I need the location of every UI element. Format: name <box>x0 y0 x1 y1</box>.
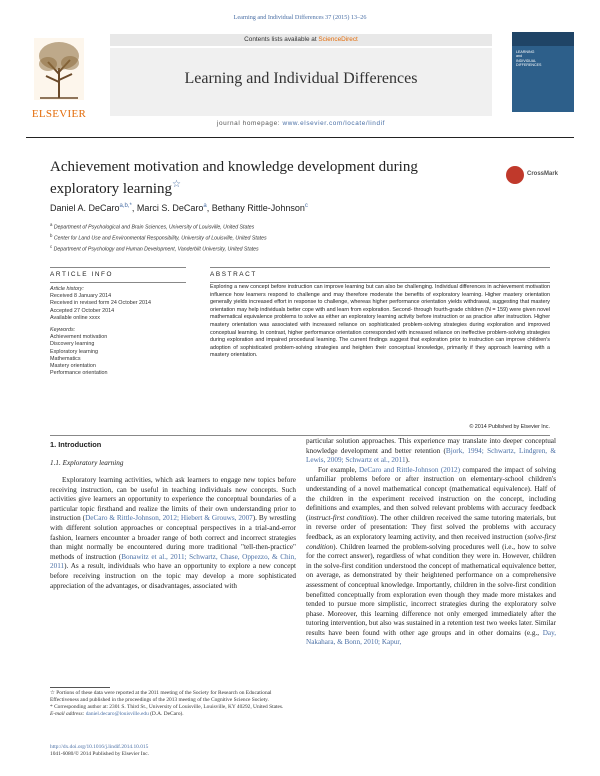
crossmark-badge[interactable] <box>506 165 568 187</box>
body-emphasis: instruct-first condition <box>308 513 374 522</box>
journal-cover-thumbnail[interactable] <box>512 32 574 112</box>
author-affiliation-marker[interactable]: c <box>304 203 308 209</box>
cover-line: and <box>516 54 522 59</box>
doi-link[interactable]: http://dx.doi.org/10.1016/j.lindif.2014.10.015 <box>50 744 149 750</box>
affiliation-item <box>50 221 550 232</box>
footnote-item <box>50 711 296 718</box>
cover-line: LEARNING <box>516 50 535 54</box>
affiliation-text: Center for Land Use and Environmental Responsibility, University of Louisville, United States <box>53 235 267 242</box>
article-info-panel <box>50 286 186 377</box>
abstract-text: Exploring a new concept before instruction can improve learning but can also be challenging. Individual differences in achievement motivation influence how learners respond to challenge and may therefore moderate the benefits of exploratory learning. Higher mastery orientation generally yields increased effort in response to challenge, whereas higher performance orientation yields withdrawal, suggesting that mastery orientation may help individuals better cope with and learn from exploration. Second- through fourth-grade children (N = 159) were given novel mathematical equivalence problems to solve as either an exploratory learning activity before instruction or as practice after instruction. Higher mastery orientation was associated with increased reliance on sophisticated problem-solving strategies during exploration and improved conceptual learning. In contrast, higher performance orientation corresponded with increased reliance on ineffective problem-solving strategies during exploration and impaired procedural learning. The current findings suggest that exploration prior to instruction can improve children's adoption of sophisticated problem-solving strategies and heighten their conceptual knowledge, primarily if they approach learning with a mastery orientation. <box>210 284 550 359</box>
body-text: ). By wrestling with different solution approaches or conceptual perspectives in a trial-and-error fashion, learners encounter a broader range of both correct and incorrect strategies than might normally be encountered during more traditional "tell-then-practice" methods of instruction ( <box>50 514 296 561</box>
crossmark-label: CrossMark <box>527 171 559 177</box>
elsevier-logo[interactable] <box>26 34 92 130</box>
footnote-text: Corresponding author at: 2301 S. Third St., University of Louisville, Louisville, KY 40292, United States. <box>54 704 284 710</box>
body-text: compared the impact of solving unfamiliar problems before or after instruction on elementary-school children's understanding of a novel mathematical concept (mathematical equivalence). Half of the children in the experiment received instruction on the concept, including definitions and examples, and then solved relevant problems with accuracy feedback ( <box>306 465 556 522</box>
crossmark-icon <box>506 166 524 184</box>
article-info-heading: ARTICLE INFO <box>50 271 114 278</box>
journal-masthead <box>110 28 492 134</box>
history-item: Received 8 January 2014 <box>50 293 112 300</box>
footnote-item <box>50 704 296 711</box>
abstract-rule <box>210 267 550 268</box>
affiliation-text: Department of Psychology and Human Development, Vanderbilt University, United States <box>53 247 259 254</box>
affiliation-text: Department of Psychological and Brain Sciences, University of Louisville, United States <box>53 224 255 231</box>
author-list <box>50 203 550 213</box>
affiliation-list <box>50 221 550 254</box>
author-name[interactable]: Daniel A. DeCaro <box>50 203 120 213</box>
body-text: particular solution approaches. This experience may translate into deeper conceptual knowledge development and better retention ( <box>306 437 556 455</box>
article-info-subrule <box>50 282 186 283</box>
history-item: Available online xxxx <box>50 314 100 321</box>
doi-block <box>50 744 296 758</box>
body-paragraph <box>306 466 556 648</box>
keywords-label: Keywords: <box>50 327 76 334</box>
article-title <box>50 158 470 198</box>
footnote-marker: * <box>50 704 53 710</box>
body-text: ). The other children received the same tutoring materials, but in reverse order of presentation: They first solved the problems with accuracy feedback, as an exploratory learning activity, and then received instruction ( <box>306 513 556 541</box>
journal-title-box <box>110 48 492 116</box>
body-left-column <box>50 476 296 591</box>
homepage-link[interactable]: www.elsevier.com/locate/lindif <box>282 120 386 127</box>
contents-prefix: Contents lists available at <box>244 36 319 43</box>
author-affiliation-marker[interactable]: a <box>203 203 207 209</box>
elsevier-tree-icon <box>34 38 84 100</box>
cover-line: DIFFERENCES <box>516 63 542 68</box>
section-heading: 1. Introduction <box>50 440 102 449</box>
author-separator: , <box>131 203 137 213</box>
journal-homepage <box>110 120 492 127</box>
footnote-item <box>50 690 296 704</box>
journal-title[interactable]: Learning and Individual Differences <box>184 70 418 87</box>
author-name[interactable]: Bethany Rittle-Johnson <box>211 203 305 213</box>
cover-line: INDIVIDUAL <box>516 58 537 63</box>
affiliation-label: a <box>50 222 53 227</box>
body-right-column <box>306 437 556 648</box>
keyword-item: Exploratory learning <box>50 348 98 355</box>
subsection-heading: 1.1. Exploratory learning <box>50 459 124 467</box>
abstract-subrule <box>210 282 550 283</box>
affiliation-item <box>50 232 550 243</box>
footnote-text: Portions of these data were reported at the 2011 meeting of the Society for Research on Educational Effectiveness and published in the proceedings of the 2013 meeting of the Cognitive Science Society. <box>50 690 272 703</box>
email-suffix: (D.A. DeCaro). <box>148 711 184 717</box>
issn-line: 1041-6080/© 2014 Published by Elsevier Inc. <box>50 751 150 758</box>
body-text: ). As a result, individuals who have an opportunity to explore a new concept before receiving instruction on the topic may develop a more sophisticated appreciation of the advantages, or disadvantages, associated with <box>50 562 296 590</box>
footnote-marker: ☆ <box>50 690 55 696</box>
homepage-prefix: journal homepage: <box>216 120 283 127</box>
affiliation-label: b <box>50 233 53 239</box>
keyword-item: Achievement motivation <box>50 334 108 341</box>
body-text: For example, <box>318 465 359 474</box>
abstract-copyright: © 2014 Published by Elsevier Inc. <box>469 424 550 430</box>
email-label: E-mail address: <box>50 711 86 717</box>
body-paragraph <box>306 437 556 466</box>
abstract-bottom-rule <box>50 435 550 436</box>
affiliation-item <box>50 243 550 254</box>
body-text: ). <box>405 456 410 465</box>
body-text: ). Children learned the problem-solving procedures well (i.e., how to solve for the correct answer), regardless of what condition they were in. However, children in the solve-first condition understood the concept of mathematical equivalence better, on average, as demonstrated by their heightened performance on a comprehensive assessment of conceptual knowledge. Importantly, children in the solve-first condition benefitted conceptually from exploration even though they made more mistakes and tended to pursue more simplistic, incorrect strategies during the exploratory solve phase. Moreover, this learning difference not only emerged immediately after the tutoring intervention, but also was sustained in a retention test two weeks later. Similar results have been found with other age groups and in other domains (e.g., <box>306 542 556 637</box>
contents-bar <box>110 34 492 46</box>
footnotes <box>50 690 296 718</box>
affiliation-label: c <box>50 244 53 250</box>
email-link[interactable]: daniel.decaro@louisville.edu <box>85 711 149 717</box>
sciencedirect-link[interactable]: ScienceDirect <box>318 36 358 43</box>
footnote-rule <box>50 687 110 688</box>
citation-link[interactable]: Day, Nakahara, & Bonn, 2010; Kapur, <box>306 628 556 647</box>
elsevier-wordmark: ELSEVIER <box>31 108 87 120</box>
title-footnote-marker[interactable]: ☆ <box>172 179 182 190</box>
citation-link[interactable]: DeCaro and Rittle-Johnson (2012) <box>358 465 461 474</box>
banner-rule <box>26 137 574 138</box>
keyword-item: Mastery orientation <box>50 363 96 370</box>
history-item: Accepted 27 October 2014 <box>50 307 115 314</box>
keyword-item: Mathematics <box>50 355 81 362</box>
author-name[interactable]: Marci S. DeCaro <box>136 203 204 213</box>
author-affiliation-marker[interactable]: a,b,* <box>119 203 132 209</box>
running-head[interactable]: Learning and Individual Differences 37 (2015) 13–26 <box>233 14 367 21</box>
journal-banner <box>26 28 574 134</box>
citation-link[interactable]: Bonawitz et al., 2011; Schwartz, Chase, Oppezzo, & Chin, 2011 <box>50 552 296 571</box>
article-title-text: Achievement motivation and knowledge development during exploratory learning <box>50 159 418 197</box>
history-item: Received in revised form 24 October 2014 <box>50 300 151 307</box>
article-info-rule <box>50 267 186 268</box>
history-label: Article history: <box>50 286 84 292</box>
body-emphasis: solve-first condition <box>306 532 556 551</box>
citation-link[interactable]: DeCaro & Rittle-Johnson, 2012; Hiebert & Grouws, 2007 <box>85 514 253 523</box>
cover-band <box>512 32 574 46</box>
keyword-item: Discovery learning <box>50 341 95 348</box>
body-text: Exploratory learning activities, which ask learners to engage new topics before receiving instruction, can be useful in teaching individuals new concepts. Such activities give learners an opportunity to experience the conceptual boundaries of a particular topic firsthand and realize the limits of their own understanding prior to instruction ( <box>50 476 296 523</box>
cover-title <box>516 50 570 68</box>
keyword-item: Performance orientation <box>50 370 108 377</box>
citation-link[interactable]: Bjork, 1994; Schwartz, Lindgren, & Lewis, 2009; Schwartz et al., 2011 <box>306 446 556 465</box>
author-separator: , <box>206 203 212 213</box>
abstract-heading: ABSTRACT <box>210 271 257 278</box>
